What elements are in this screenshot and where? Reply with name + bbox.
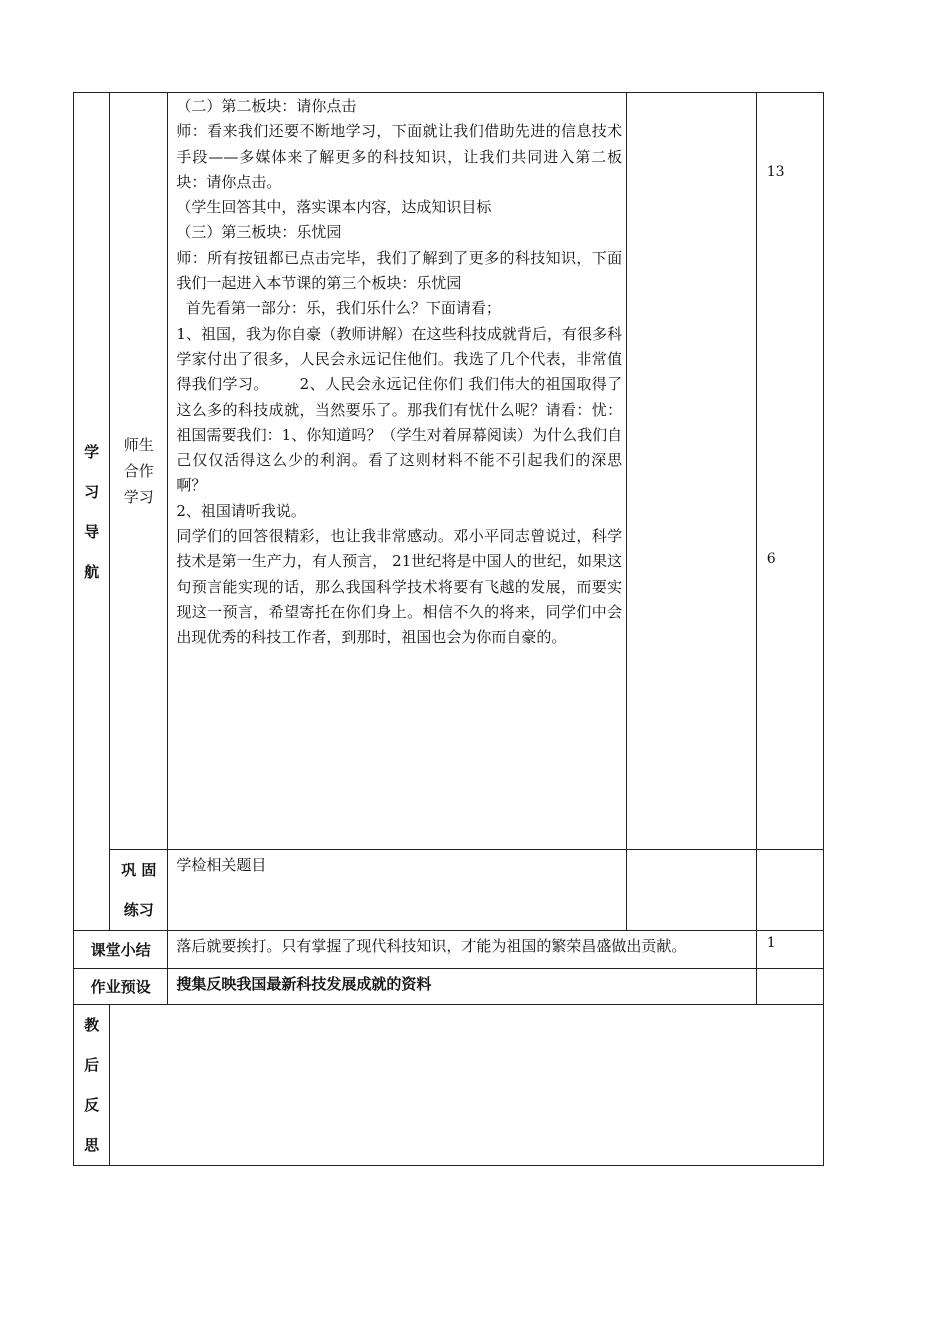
- homework-row: [74, 969, 824, 1005]
- empty-cell: [756, 850, 823, 931]
- empty-cell: [756, 969, 823, 1005]
- content-paragraph: 1、祖国，我为你自豪（教师讲解）在这些科技成就背后，有很多科学家付出了很多，人民会永远记住他们。我选了几个代表，非常值得我们学习。 2、人民会永远记住你们 我们伟大的祖国取得了这么多的科技成就，当然要乐了。那我们有忧什么呢？请看：忧：祖国需要我们：1、你知道吗？（学生对着屏幕阅读）为什么我们自己仅仅活得这么少的利润。看了这则材料不能不引起我们的深思啊？: [176, 324, 623, 495]
- reflection-row: [74, 1005, 824, 1166]
- main-content: [168, 93, 627, 850]
- consolidate-label-line: 巩 固: [121, 861, 157, 879]
- reflection-char: 后: [84, 1056, 100, 1074]
- side-char: 习: [84, 482, 100, 501]
- role-line: 师生: [123, 436, 154, 454]
- consolidate-row: [74, 850, 824, 931]
- content-paragraph: 师：所有按钮都已点击完毕，我们了解到了更多的科技知识，下面我们一起进入本节课的第三个板块：乐忧园: [176, 248, 623, 293]
- content-paragraph: （学生回答其中，落实课本内容，达成知识目标: [176, 198, 492, 217]
- content-paragraph: 首先看第一部分：乐，我们乐什么？下面请看；: [176, 299, 501, 318]
- content-paragraph: （二）第二板块：请你点击: [176, 97, 357, 115]
- summary-row: [74, 931, 824, 969]
- minutes-first: 13: [766, 164, 785, 180]
- learning-guide-row: [74, 93, 824, 850]
- reflection-char: 教: [84, 1016, 100, 1034]
- summary-content: 落后就要挨打。只有掌握了现代科技知识，才能为祖国的繁荣昌盛做出贡献。: [168, 931, 756, 969]
- content-paragraph: 同学们的回答很精彩，也让我非常感动。邓小平同志曾说过，科学技术是第一生产力，有人预言， 21世纪将是中国人的世纪，如果这句预言能实现的话，那么我国科学技术将要有飞越的发展，而要实现这一预言，希望寄托在你们身上。相信不久的将来，同学们中会出现优秀的科技工作者，到那时，祖国也会为你而自豪的。: [176, 527, 623, 647]
- side-char: 学: [84, 442, 100, 461]
- content-paragraph: 师：看来我们还要不断地学习，下面就让我们借助先进的信息技术手段——多媒体来了解更多的科技知识，让我们共同进入第二板块：请你点击。: [176, 122, 623, 191]
- role-label: [110, 93, 168, 850]
- content-paragraph: （三）第三板块：乐忧园: [176, 223, 342, 242]
- summary-label: 课堂小结: [74, 931, 168, 969]
- content-paragraph: 2、祖国请听我说。: [176, 501, 306, 520]
- lesson-plan-table: [73, 92, 824, 1166]
- minutes-second: 6: [766, 551, 776, 567]
- reflection-label: [74, 1005, 110, 1166]
- reflection-char: 反: [84, 1096, 100, 1114]
- summary-minutes: 1: [756, 931, 823, 969]
- role-line: 合作: [123, 462, 154, 480]
- side-char: 导: [84, 522, 100, 541]
- homework-content: 搜集反映我国最新科技发展成就的资料: [168, 969, 756, 1005]
- consolidate-label-line: 练习: [123, 901, 154, 919]
- role-line: 学习: [123, 488, 154, 506]
- consolidate-label: [110, 850, 168, 931]
- reflection-char: 思: [84, 1136, 100, 1154]
- minutes-cell: [756, 93, 823, 850]
- learning-guide-label: [74, 93, 110, 931]
- side-char: 航: [84, 562, 100, 581]
- empty-cell: [627, 93, 757, 850]
- homework-label: 作业预设: [74, 969, 168, 1005]
- empty-cell: [627, 850, 757, 931]
- consolidate-content: 学检相关题目: [168, 850, 627, 931]
- reflection-content: [110, 1005, 824, 1166]
